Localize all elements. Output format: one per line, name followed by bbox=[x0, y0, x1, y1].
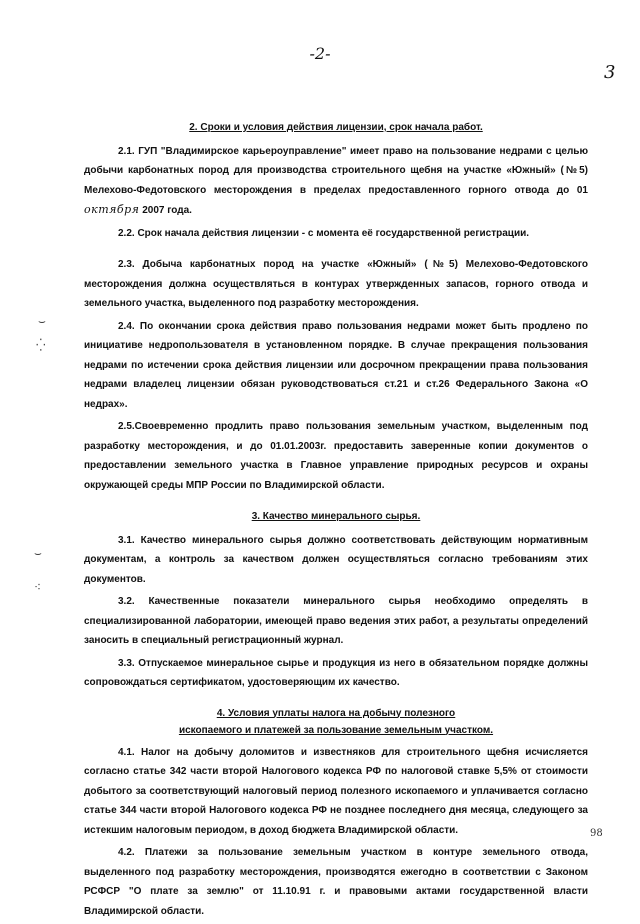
paragraph-4-1: 4.1. Налог на добычу доломитов и известняков для строительного щебня исчисляется согласно статье 342 части второй Налогового кодекса РФ по налоговой ставке 5,5% от стоимости добытого за соответствующий налоговый период полезного ископаемого и уплачивается согласно статье 344 части второй Налогового кодекса РФ не позднее последнего дня месяца, следующего за истекшим налоговым периодом, в доход бюджета Владимирской области. bbox=[84, 746, 588, 836]
paragraph-3-2: 3.2. Качественные показатели минерального сырья необходимо определять в специализированной лаборатории, имеющей право ведения этих работ, а результаты определений заносить в специальный регистрационный журнал. bbox=[84, 596, 588, 646]
margin-scan-mark: ⁖ bbox=[34, 580, 42, 594]
section-3 bbox=[84, 507, 588, 693]
section-heading-line: 4. Условия уплаты налога на добычу полезного bbox=[216, 707, 456, 719]
page-number: -2- bbox=[309, 44, 331, 63]
corner-mark: 3 bbox=[604, 62, 616, 83]
paragraph-4-2: 4.2. Платежи за пользование земельным участком в контуре земельного отвода, выделенного под разработку месторождения, производятся ежегодно в соответствии с Законом РСФСР "О плате за землю" от 11.10.91 г. и правовыми актами государственной власти Владимирской области. bbox=[84, 847, 588, 917]
paragraph-2-2: 2.2. Срок начала действия лицензии - с момента её государственной регистрации. bbox=[118, 227, 530, 239]
paragraph-3-1: 3.1. Качество минерального сырья должно соответствовать действующим нормативным документам, а контроль за качеством должен осуществляться согласно требованиям этих документов. bbox=[84, 534, 588, 585]
section-heading bbox=[84, 705, 588, 739]
section-heading: 2. Сроки и условия действия лицензии, срок начала работ. bbox=[189, 122, 483, 133]
paragraph-text: 2007 года. bbox=[142, 205, 192, 216]
paragraph-2-1 bbox=[84, 142, 588, 221]
document-body bbox=[84, 118, 588, 924]
paragraph-2-3: 2.3. Добыча карбонатных пород на участке «Южный» (№5) Мелехово-Федотовского месторождения должна осуществляться в контурах утвержденных запасов, горного отвода и земельного участка, выделенного под разработку месторождения. bbox=[84, 259, 588, 309]
margin-scan-mark: ⁛ bbox=[36, 338, 46, 352]
sheet-number: 98 bbox=[590, 828, 603, 839]
paragraph-3-3: 3.3. Отпускаемое минеральное сырье и продукция из него в обязательном порядке должны сопровождаться сертификатом, удостоверяющим их качество. bbox=[84, 657, 588, 688]
margin-scan-mark: ⌣ bbox=[34, 546, 42, 560]
paragraph-2-4: 2.4. По окончании срока действия право пользования недрами может быть продлено по инициативе недропользователя в установленном порядке. В случае прекращения пользования недрами по истечении срока действия лицензии или досрочном прекращении права пользования недрами владелец лицензии обязан руководствоваться ст.21 и ст.26 Федерального Закона «О недрах». bbox=[84, 320, 588, 410]
paragraph-text: 2.1. ГУП "Владимирское карьероуправление" имеет право на пользование недрами с целью добычи карбонатных пород для производства строительного щебня на участке «Южный» (№5) Мелехово-Федотовского месторождения в пределах предоставленного горного отвода до 01 bbox=[84, 145, 588, 196]
section-4 bbox=[84, 705, 588, 922]
margin-scan-mark: ⌣ bbox=[38, 314, 46, 328]
paragraph-2-5: 2.5.Своевременно продлить право пользования земельным участком, выделенным под разработку месторождения, и до 01.01.2003г. предоставить заверенные копии документов о предоставлении земельного участка в Главное управление природных ресурсов и охраны окружающей среды МПР России по Владимирской области. bbox=[84, 421, 588, 491]
section-heading: 3. Качество минерального сырья. bbox=[251, 511, 421, 522]
section-heading-line: ископаемого и платежей за пользование земельным участком. bbox=[178, 724, 494, 736]
handwritten-month: октября bbox=[84, 203, 140, 216]
section-2 bbox=[84, 118, 588, 495]
